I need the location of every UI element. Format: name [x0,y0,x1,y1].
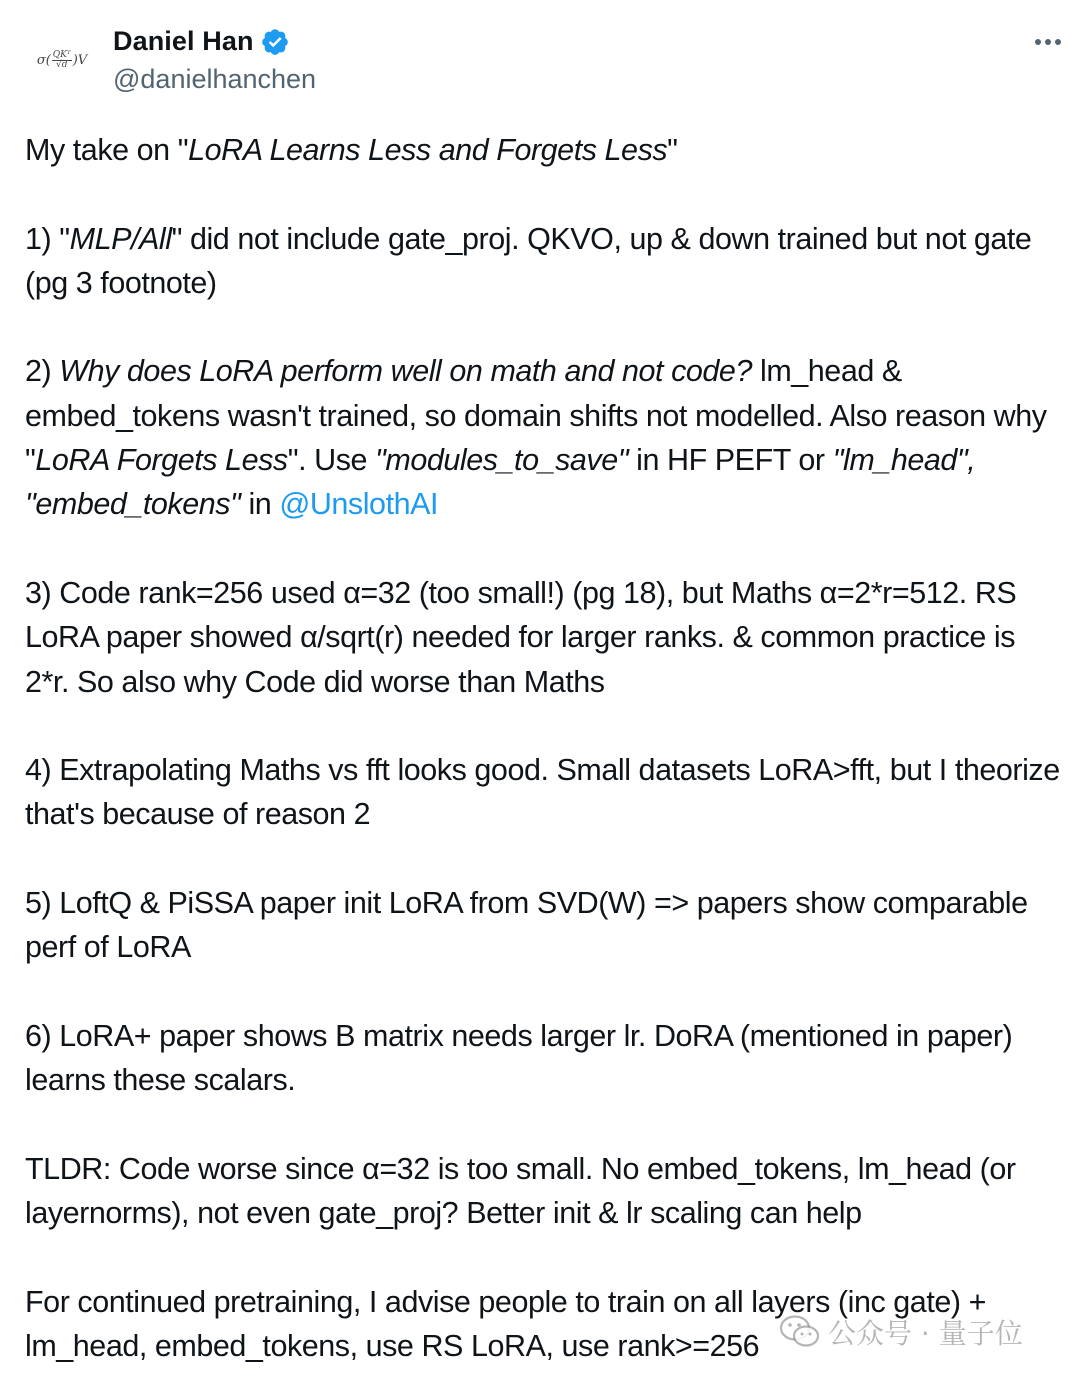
avatar[interactable]: σ( $\frac{\text{QKᵀ}}{√d}$ )V [36,49,88,70]
text-segment: in [240,487,280,522]
watermark [778,1310,1023,1354]
text-segment: " [667,133,678,167]
tweet-paragraph-tldr: TLDR: Code worse since α=32 is too small. No embed_tokens, lm_head (or layernorms), not even gate_proj? Better init & lr scaling can help [25,1151,1016,1231]
watermark-text: 公众号 · 量子位 [828,1317,1023,1350]
tweet-paragraph-advice: For continued pretraining, I advise people to train on all layers (inc gate) + lm_head, embed_tokens, use RS LoRA, use rank>=256 [25,1284,986,1364]
tweet-paragraph-2 [25,349,1060,526]
tweet-paragraph-5: 5) LoftQ & PiSSA paper init LoRA from SVD(W) => papers show comparable perf of LoRA [25,886,1028,965]
tweet-paragraph-4: 4) Extrapolating Maths vs fft looks good. Small datasets LoRA>fft, but I theorize that's because of reason 2 [25,753,1060,832]
italic-segment: LoRA Forgets Less [35,443,288,478]
italic-segment: "lm_head", "embed_tokens" [25,443,976,522]
verified-badge-icon [260,27,290,57]
more-options-icon[interactable] [1030,30,1066,54]
text-segment: 1) " [25,221,70,256]
wechat-icon [778,1312,822,1352]
handle[interactable]: @danielhanchen [113,64,317,94]
display-name[interactable]: Daniel Han [113,26,254,56]
text-segment: My take on " [25,133,189,167]
name-row [113,26,290,57]
tweet-paragraph-6: 6) LoRA+ paper shows B matrix needs larger lr. DoRA (mentioned in paper) learns these scalars. [25,1018,1013,1098]
tweet-header [0,0,1080,110]
text-segment: " did not include gate_proj. QKVO, up & down trained but not gate (pg 3 footnote) [25,221,1032,300]
mention-link[interactable]: @UnslothAI [279,487,439,522]
text-segment: in HF PEFT or [628,443,833,478]
tweet-paragraph-intro [25,128,1060,172]
text-segment: 2) [25,354,60,389]
text-segment: ". Use [287,443,376,478]
paper-title: LoRA Learns Less and Forgets Less [188,133,668,167]
italic-segment: MLP/All [69,221,172,256]
italic-segment: "modules_to_save" [375,443,629,478]
text-segment: lm_head & embed_tokens wasn't trained, so domain shifts not modelled. Also reason why " [25,354,1047,478]
tweet-text [25,128,1060,1368]
tweet-paragraph-1 [25,217,1060,306]
tweet-paragraph-3: 3) Code rank=256 used α=32 (too small!) (pg 18), but Maths α=2*r=512. RS LoRA paper showed α/sqrt(r) needed for larger ranks. & common practice is 2*r. So also why Code did worse than Maths [25,575,1017,699]
italic-segment: Why does LoRA perform well on math and not code? [59,354,752,389]
